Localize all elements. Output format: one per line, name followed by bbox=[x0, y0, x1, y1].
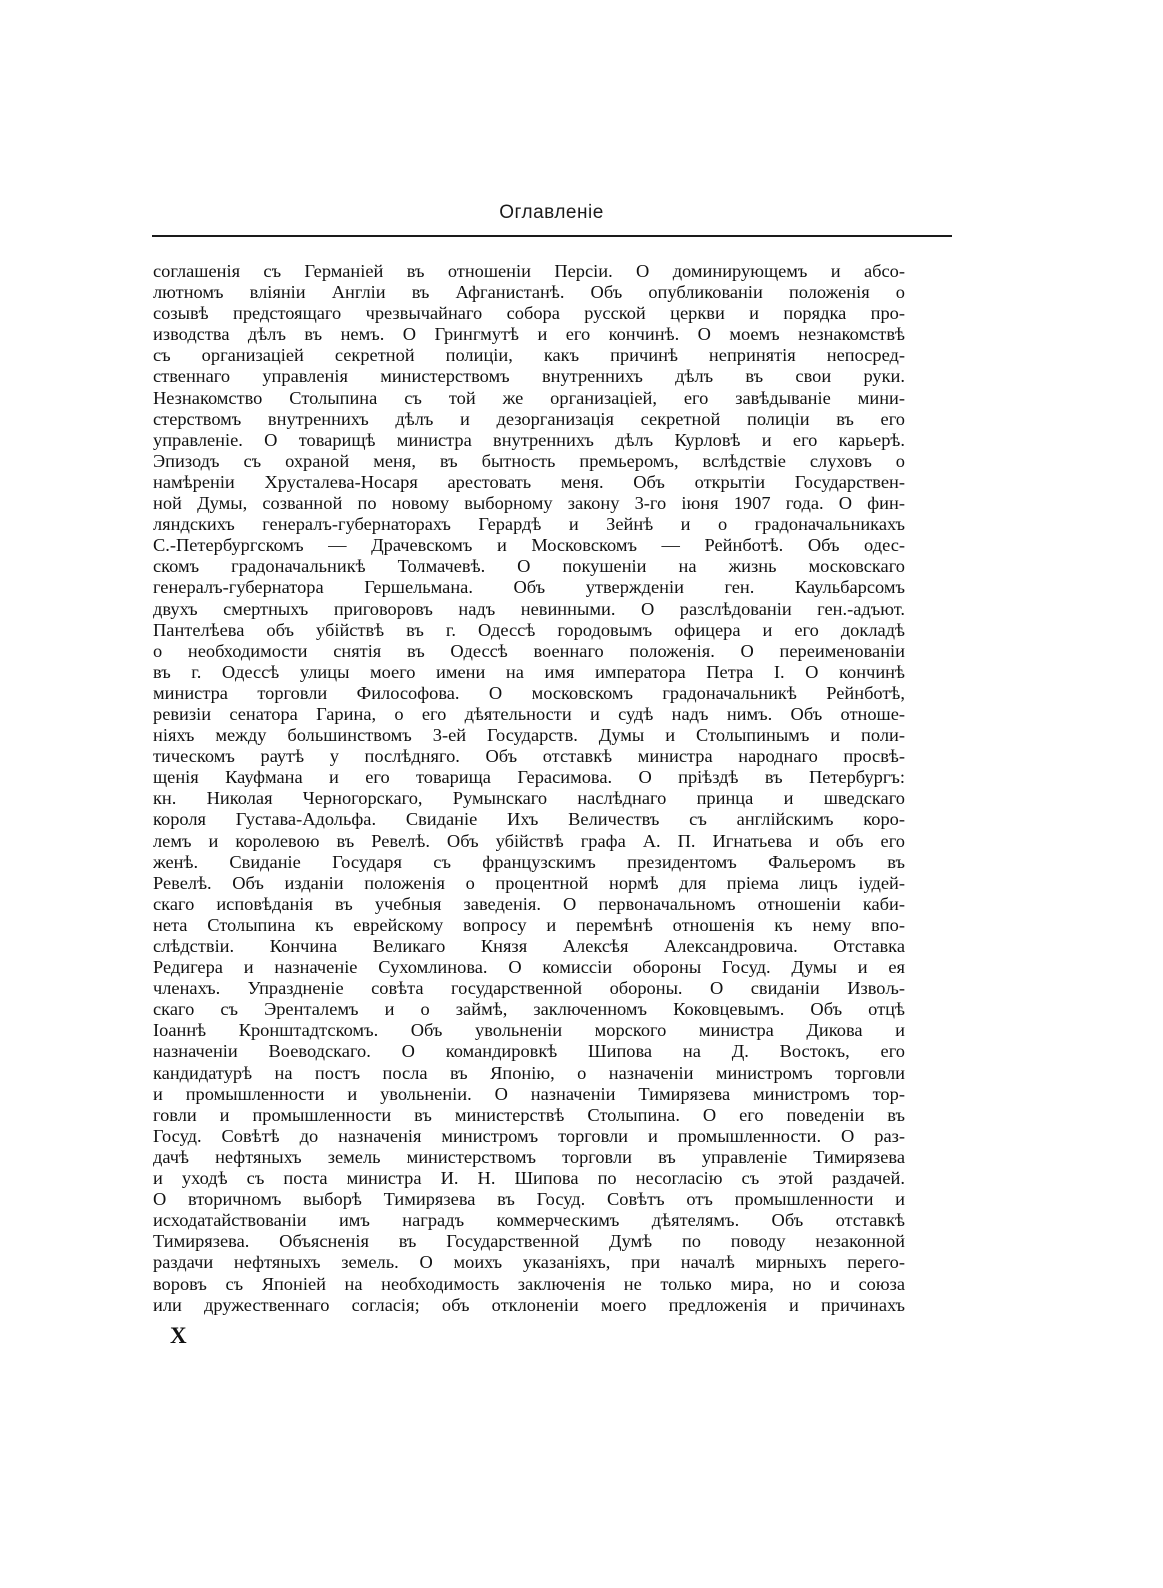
text-line: ной Думы, созванной по новому выборному закону 3-го іюня 1907 года. О фин- bbox=[153, 493, 905, 514]
text-line: ляндскихъ генералъ-губернаторахъ Герардѣ и Зейнѣ и о градоначальникахъ bbox=[153, 514, 905, 535]
running-title: Оглавленіе bbox=[499, 202, 604, 223]
text-line: стерствомъ внутреннихъ дѣлъ и дезорганизація секретной полиціи въ его bbox=[153, 408, 905, 429]
text-line: ственнаго управленія министерствомъ внутреннихъ дѣлъ въ свои руки. bbox=[153, 366, 905, 387]
text-line: слѣдствіи. Кончина Великаго Князя Алексѣя Александровича. Отставка bbox=[153, 936, 905, 956]
text-line: и промышленности и увольненіи. О назначеніи Тимирязева министромъ тор- bbox=[153, 1083, 905, 1104]
text-line: дачѣ нефтяныхъ земель министерствомъ торговли въ управленіе Тимирязева bbox=[153, 1146, 905, 1167]
text-line: и уходѣ съ поста министра И. Н. Шипова по несогласію съ этой раздачей. bbox=[153, 1168, 905, 1189]
text-line: тическомъ раутѣ у послѣдняго. Объ отставкѣ министра народнаго просвѣ- bbox=[153, 746, 905, 767]
text-line: или дружественнаго согласія; объ отклоненіи моего предложенія и причинахъ bbox=[153, 1294, 905, 1315]
text-line: генералъ-губернатора Гершельмана. Объ утвержденіи ген. Каульбарсомъ bbox=[153, 577, 905, 598]
text-line: скомъ градоначальникѣ Толмачевѣ. О покушеніи на жизнь московскаго bbox=[153, 556, 905, 577]
text-line: ревизіи сенатора Гарина, о его дѣятельности и судѣ надъ нимъ. Объ отноше- bbox=[153, 703, 905, 724]
header-rule bbox=[152, 235, 952, 237]
text-line: соглашенія съ Германіей въ отношеніи Персіи. О доминирующемъ и абсо- bbox=[153, 261, 905, 281]
text-line: съ организаціей секретной полиціи, какъ причинѣ непринятія непосред- bbox=[153, 345, 905, 366]
text-line: двухъ смертныхъ приговоровъ надъ невинными. О разслѣдованіи ген.-адъют. bbox=[153, 598, 905, 619]
text-line: кандидатурѣ на постъ посла въ Японію, о назначеніи министромъ торговли bbox=[153, 1062, 905, 1083]
text-line: лютномъ вліяніи Англіи въ Афганистанѣ. Объ опубликованіи положенія о bbox=[153, 282, 905, 303]
text-line: о необходимости снятія въ Одессѣ военнаго положенія. О переименованіи bbox=[153, 640, 905, 661]
text-line: созывѣ предстоящаго чрезвычайнаго собора русской церкви и порядка про- bbox=[153, 303, 905, 324]
text-line: скаго исповѣданія въ учебныя заведенія. О первоначальномъ отношеніи каби- bbox=[153, 893, 905, 914]
text-line: воровъ съ Японіей на необходимость заключенія не только мира, но и союза bbox=[153, 1273, 905, 1294]
text-line: женѣ. Свиданіе Государя съ французскимъ президентомъ Фальеромъ въ bbox=[153, 851, 905, 872]
text-line: Пантелѣева объ убійствѣ въ г. Одессѣ городовымъ офицера и его докладѣ bbox=[153, 619, 905, 640]
text-line: министра торговли Философова. О московскомъ градоначальникѣ Рейнботѣ, bbox=[153, 682, 905, 703]
text-line: Эпизодъ съ охраной меня, въ бытность премьеромъ, вслѣдствіе слуховъ о bbox=[153, 450, 905, 471]
table-of-contents-text bbox=[153, 261, 905, 1316]
text-line: изводства дѣлъ въ немъ. О Грингмутѣ и его кончинѣ. О моемъ незнакомствѣ bbox=[153, 324, 905, 345]
text-line: говли и промышленности въ министерствѣ Столыпина. О его поведеніи въ bbox=[153, 1104, 905, 1125]
text-line: С.-Петербургскомъ — Драчевскомъ и Московскомъ — Рейнботѣ. Объ одес- bbox=[153, 535, 905, 556]
text-line: раздачи нефтяныхъ земель. О моихъ указаніяхъ, при началѣ мирныхъ перего- bbox=[153, 1252, 905, 1273]
text-line: скаго съ Эренталемъ и о займѣ, заключенномъ Коковцевымъ. Объ отцѣ bbox=[153, 999, 905, 1020]
page-number: X bbox=[170, 1323, 187, 1348]
text-line: Незнакомство Столыпина съ той же организаціей, его завѣдываніе мини- bbox=[153, 387, 905, 408]
text-line: намѣреніи Хрусталева-Носаря арестовать меня. Объ открытіи Государствен- bbox=[153, 471, 905, 492]
text-line: кн. Николая Черногорскаго, Румынскаго наслѣднаго принца и шведскаго bbox=[153, 788, 905, 809]
text-line: назначеніи Воеводскаго. О командировкѣ Шипова на Д. Востокъ, его bbox=[153, 1041, 905, 1062]
text-line: управленіе. О товарищѣ министра внутреннихъ дѣлъ Курловѣ и его карьерѣ. bbox=[153, 429, 905, 450]
text-line: О вторичномъ выборѣ Тимирязева въ Госуд. Совѣтъ отъ промышленности и bbox=[153, 1189, 905, 1210]
text-line: нета Столыпина къ еврейскому вопросу и перемѣнѣ отношенія къ нему впо- bbox=[153, 914, 905, 935]
text-line: исходатайствованіи имъ наградъ коммерческимъ дѣятелямъ. Объ отставкѣ bbox=[153, 1210, 905, 1231]
text-line: въ г. Одессѣ улицы моего имени на имя императора Петра I. О кончинѣ bbox=[153, 661, 905, 682]
text-line: Госуд. Совѣтѣ до назначенія министромъ торговли и промышленности. О раз- bbox=[153, 1125, 905, 1146]
text-line: ніяхъ между большинствомъ 3-ей Государств. Думы и Столыпинымъ и поли- bbox=[153, 725, 905, 746]
text-line: лемъ и королевою въ Ревелѣ. Объ убійствѣ графа А. П. Игнатьева и объ его bbox=[153, 830, 905, 851]
text-line: Ревелѣ. Объ изданіи положенія о процентной нормѣ для пріема лицъ іудей- bbox=[153, 872, 905, 893]
text-line: членахъ. Упраздненіе совѣта государственной обороны. О свиданіи Извољ- bbox=[153, 978, 905, 999]
text-line: щенія Кауфмана и его товарища Герасимова. О пріѣздѣ въ Петербургъ: bbox=[153, 767, 905, 788]
text-line: Редигера и назначеніе Сухомлинова. О комиссіи обороны Госуд. Думы и ея bbox=[153, 957, 905, 978]
text-line: короля Густава-Адольфа. Свиданіе Ихъ Величествъ съ англійскимъ коро- bbox=[153, 809, 905, 830]
text-line: Іоаннѣ Кронштадтскомъ. Объ увольненіи морского министра Дикова и bbox=[153, 1020, 905, 1041]
text-line: Тимирязева. Объясненія въ Государственной Думѣ по поводу незаконной bbox=[153, 1231, 905, 1252]
